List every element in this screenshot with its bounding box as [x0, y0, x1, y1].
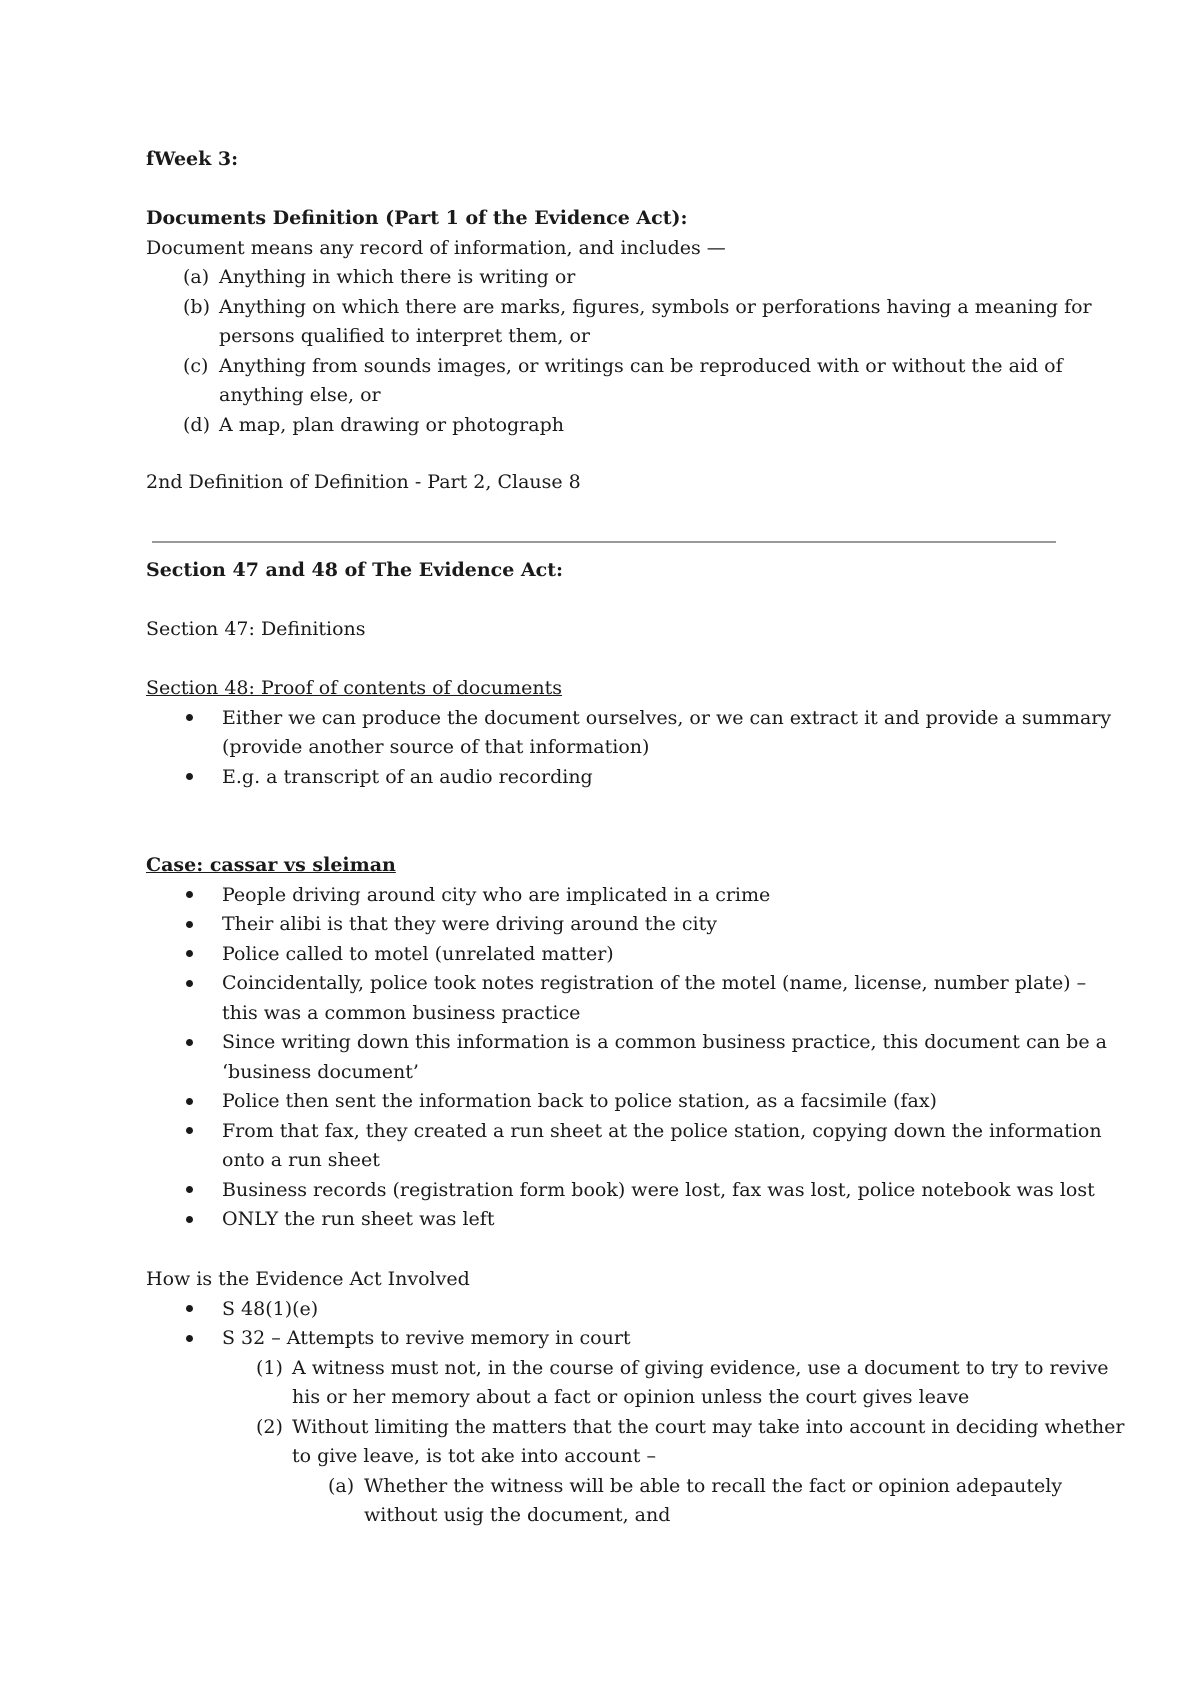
bullet-icon: [186, 1305, 193, 1312]
definition-item: [146, 293, 1092, 352]
bullet-icon: [186, 1039, 193, 1046]
item-label: (c): [183, 354, 209, 377]
bullet-item: [146, 704, 1112, 763]
week-title: fWeek 3:: [146, 148, 239, 170]
bullet-text: S 32 – Attempts to revive memory in court: [222, 1327, 631, 1349]
involved-heading: How is the Evidence Act Involved: [146, 1268, 470, 1290]
bullet-icon: [186, 714, 193, 721]
item-text: Anything from sounds images, or writings can be reproduced with or without the aid of: [219, 354, 1063, 377]
bullet-icon: [186, 891, 193, 898]
case-block: [146, 851, 1107, 1235]
section-48-block: [146, 674, 1112, 792]
bullet-text: People driving around city who are implicated in a crime: [222, 883, 771, 906]
definitions-heading: Documents Definition (Part 1 of the Evidence Act):: [146, 207, 688, 229]
definitions-block: [146, 204, 1092, 440]
item-label: (a): [328, 1474, 355, 1497]
lettered-item: [146, 1472, 1066, 1531]
bullet-icon: [186, 1127, 193, 1134]
definition-item: [146, 411, 1066, 441]
bullet-text: E.g. a transcript of an audio recording: [222, 765, 593, 788]
section-48-label: Section 48: Proof of contents of documents: [146, 677, 563, 699]
bullet-icon: [186, 773, 193, 780]
bullet-text: Their alibi is that they were driving around the city: [222, 913, 717, 935]
bullet-item: [146, 1028, 1107, 1087]
item-text: anything else, or: [219, 384, 381, 406]
bullet-item: [146, 881, 1066, 911]
bullet-icon: [186, 921, 193, 928]
second-definition-block: [146, 468, 1066, 498]
bullet-text: (provide another source of that information): [222, 736, 650, 758]
item-text: persons qualified to interpret them, or: [219, 325, 590, 347]
horizontal-divider: [152, 541, 1056, 543]
bullet-icon: [186, 1186, 193, 1193]
second-definition: 2nd Definition of Definition - Part 2, Clause 8: [146, 471, 581, 493]
item-text: his or her memory about a fact or opinion unless the court gives leave: [292, 1386, 970, 1408]
definitions-intro: Document means any record of information, and includes —: [146, 236, 726, 259]
involved-block: [146, 1265, 1125, 1531]
bullet-text: From that fax, they created a run sheet at the police station, copying down the information: [222, 1119, 1102, 1142]
bullet-icon: [186, 1098, 193, 1105]
bullet-item: [146, 1087, 1066, 1117]
bullet-item: [146, 1324, 1066, 1354]
bullet-text: ONLY the run sheet was left: [222, 1208, 495, 1230]
bullet-item: [146, 1176, 1095, 1206]
bullet-item: [146, 969, 1087, 1028]
bullet-item: [146, 763, 1066, 793]
bullet-text: Police called to motel (unrelated matter): [222, 942, 614, 965]
definition-item: [146, 352, 1066, 411]
item-label: (d): [183, 413, 210, 436]
bullet-item: [146, 1117, 1102, 1176]
bullet-text: S 48(1)(e): [222, 1297, 319, 1320]
bullet-text: this was a common business practice: [222, 1001, 581, 1024]
sections-heading-block: [146, 556, 1066, 586]
bullet-text: Business records (registration form book) were lost, fax was lost, police notebook was lost: [222, 1178, 1095, 1201]
item-text: A witness must not, in the course of giving evidence, use a document to try to revive: [292, 1356, 1109, 1379]
case-heading: Case: cassar vs sleiman: [146, 854, 396, 876]
item-label: (a): [183, 266, 210, 288]
bullet-text: Police then sent the information back to police station, as a facsimile (fax): [222, 1090, 937, 1112]
item-label: (2): [256, 1415, 283, 1438]
bullet-icon: [186, 950, 193, 957]
bullet-text: onto a run sheet: [222, 1149, 380, 1171]
item-text: Anything in which there is writing or: [219, 266, 576, 288]
numbered-item: [146, 1413, 1125, 1472]
bullet-item: [146, 910, 1066, 940]
item-text: Without limiting the matters that the court may take into account in deciding whether: [292, 1415, 1125, 1438]
bullet-item: [146, 1295, 1066, 1325]
item-text: to give leave, is tot ake into account –: [292, 1445, 656, 1467]
item-text: without usig the document, and: [364, 1504, 671, 1526]
bullet-icon: [186, 1335, 193, 1342]
section-47-block: [146, 615, 1066, 645]
bullet-item: [146, 1205, 1066, 1235]
bullet-item: [146, 940, 1066, 970]
sections-heading: Section 47 and 48 of The Evidence Act:: [146, 559, 564, 581]
item-label: (1): [256, 1356, 283, 1379]
bullet-text: Either we can produce the document ourselves, or we can extract it and provide a summary: [222, 706, 1112, 729]
bullet-text: ‘business document’: [222, 1060, 419, 1083]
bullet-text: Since writing down this information is a common business practice, this document can be a: [222, 1031, 1107, 1053]
bullet-text: Coincidentally, police took notes registration of the motel (name, license, number plate) –: [222, 972, 1087, 994]
bullet-icon: [186, 1216, 193, 1223]
item-text: A map, plan drawing or photograph: [219, 413, 564, 436]
item-text: Anything on which there are marks, figures, symbols or perforations having a meaning for: [219, 295, 1092, 318]
week-title-block: [146, 145, 1066, 175]
bullet-icon: [186, 980, 193, 987]
section-47-label: Section 47: Definitions: [146, 618, 366, 640]
item-text: Whether the witness will be able to recall the fact or opinion adepautely: [364, 1474, 1063, 1497]
item-label: (b): [183, 295, 210, 318]
definition-item: [146, 263, 1066, 293]
numbered-item: [146, 1354, 1109, 1413]
